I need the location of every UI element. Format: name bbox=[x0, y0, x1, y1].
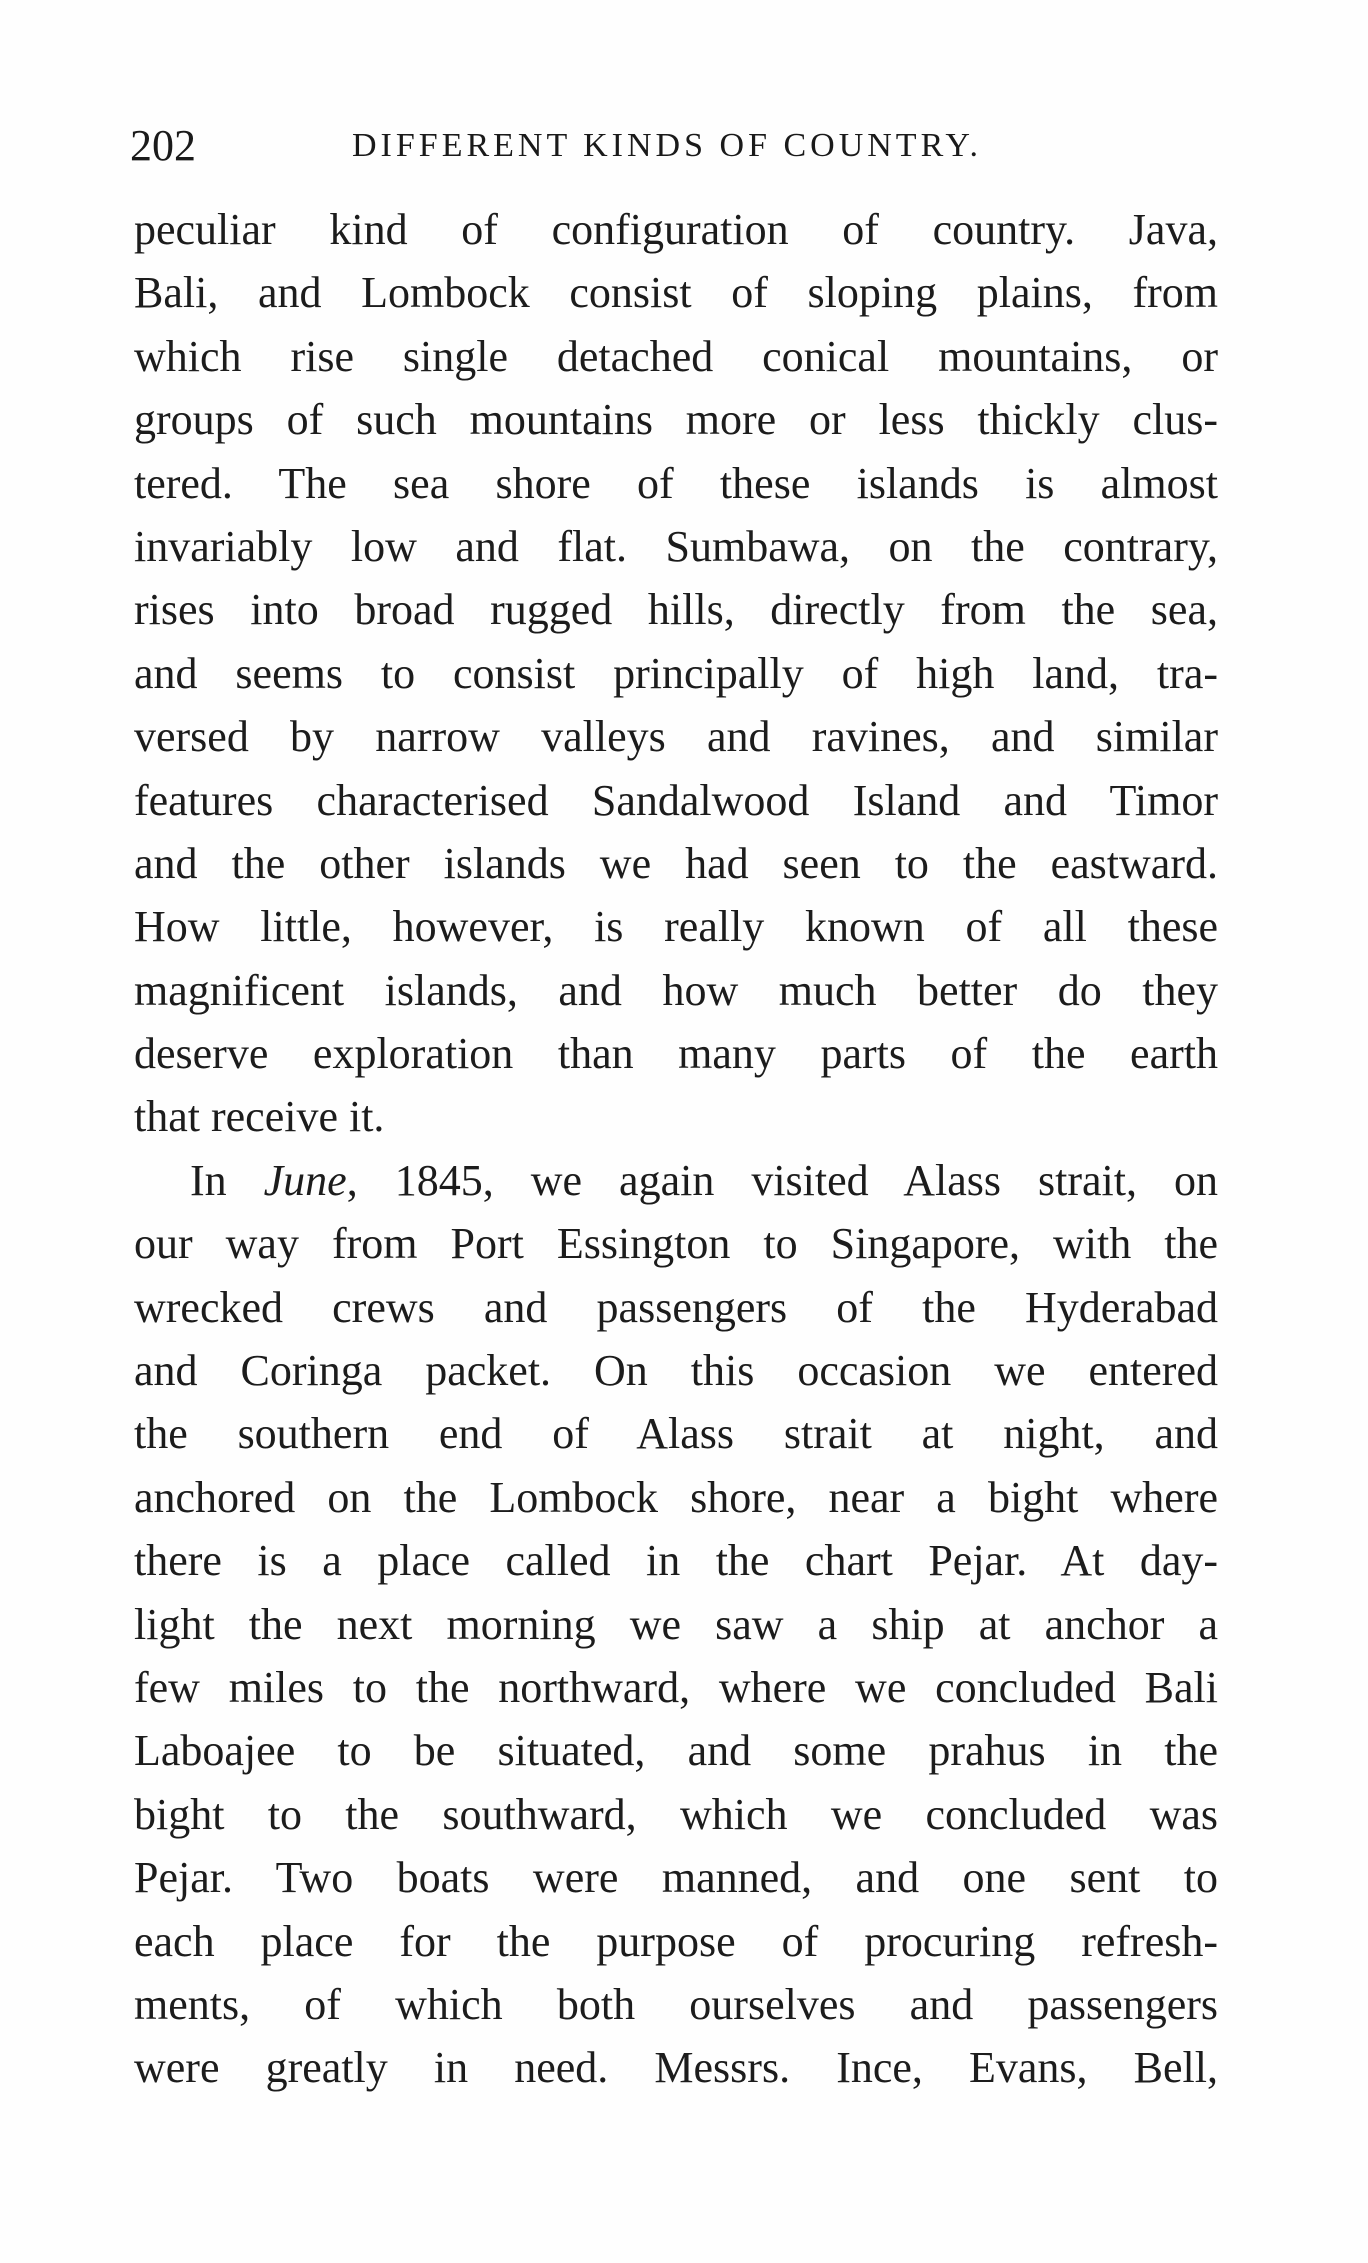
text-line: each place for the purpose of procuring refresh- bbox=[134, 1916, 1218, 1966]
text-line: there is a place called in the chart Pejar. At day- bbox=[134, 1536, 1218, 1586]
month-italic: June bbox=[263, 1155, 347, 1205]
text-line: our way from Port Essington to Singapore, with the bbox=[134, 1219, 1218, 1269]
text-span: In bbox=[190, 1155, 264, 1205]
running-head bbox=[130, 116, 1220, 176]
text-line: few miles to the northward, where we concluded Bali bbox=[134, 1662, 1218, 1712]
text-line: anchored on the Lombock shore, near a bight where bbox=[134, 1472, 1218, 1522]
text-line: that receive it. bbox=[134, 1092, 385, 1142]
text-line: were greatly in need. Messrs. Ince, Evans, Bell, bbox=[134, 2043, 1218, 2093]
text-line: wrecked crews and passengers of the Hyderabad bbox=[134, 1282, 1218, 1332]
text-line: tered. The sea shore of these islands is almost bbox=[134, 458, 1218, 508]
text-line: light the next morning we saw a ship at anchor a bbox=[134, 1599, 1218, 1649]
text-line: the southern end of Alass strait at night, and bbox=[134, 1409, 1218, 1459]
text-line: features characterised Sandalwood Island and Timor bbox=[134, 775, 1218, 825]
text-line: deserve exploration than many parts of the earth bbox=[134, 1029, 1218, 1079]
text-line: versed by narrow valleys and ravines, and similar bbox=[134, 712, 1218, 762]
text-line: Laboajee to be situated, and some prahus in the bbox=[134, 1726, 1218, 1776]
text-line: bight to the southward, which we concluded was bbox=[134, 1789, 1218, 1839]
text-line: and Coringa packet. On this occasion we entered bbox=[134, 1346, 1218, 1396]
text-line: How little, however, is really known of all these bbox=[134, 902, 1218, 952]
text-line: rises into broad rugged hills, directly from the sea, bbox=[134, 585, 1218, 635]
text-line: magnificent islands, and how much better do they bbox=[134, 965, 1218, 1015]
text-line: ments, of which both ourselves and passengers bbox=[134, 1979, 1218, 2029]
text-line: Bali, and Lombock consist of sloping plains, from bbox=[134, 268, 1218, 318]
text-line: which rise single detached conical mountains, or bbox=[134, 331, 1218, 381]
paragraph-1 bbox=[134, 198, 1218, 1149]
text-line bbox=[134, 1149, 1218, 1212]
text-line: invariably low and flat. Sumbawa, on the contrary, bbox=[134, 521, 1218, 571]
running-title: DIFFERENT KINDS OF COUNTRY. bbox=[352, 127, 983, 164]
text-span: , 1845, we again visited Alass strait, on bbox=[346, 1155, 1218, 1205]
text-line: peculiar kind of configuration of country. Java, bbox=[134, 205, 1218, 254]
text-line: Pejar. Two boats were manned, and one sent to bbox=[134, 1853, 1218, 1903]
body-text bbox=[134, 198, 1218, 2100]
text-line: groups of such mountains more or less thickly clus- bbox=[134, 395, 1218, 445]
page-number: 202 bbox=[130, 121, 196, 170]
paragraph-2 bbox=[134, 1149, 1218, 2100]
text-line: and seems to consist principally of high land, tra- bbox=[134, 648, 1218, 698]
text-line: and the other islands we had seen to the eastward. bbox=[134, 838, 1218, 888]
